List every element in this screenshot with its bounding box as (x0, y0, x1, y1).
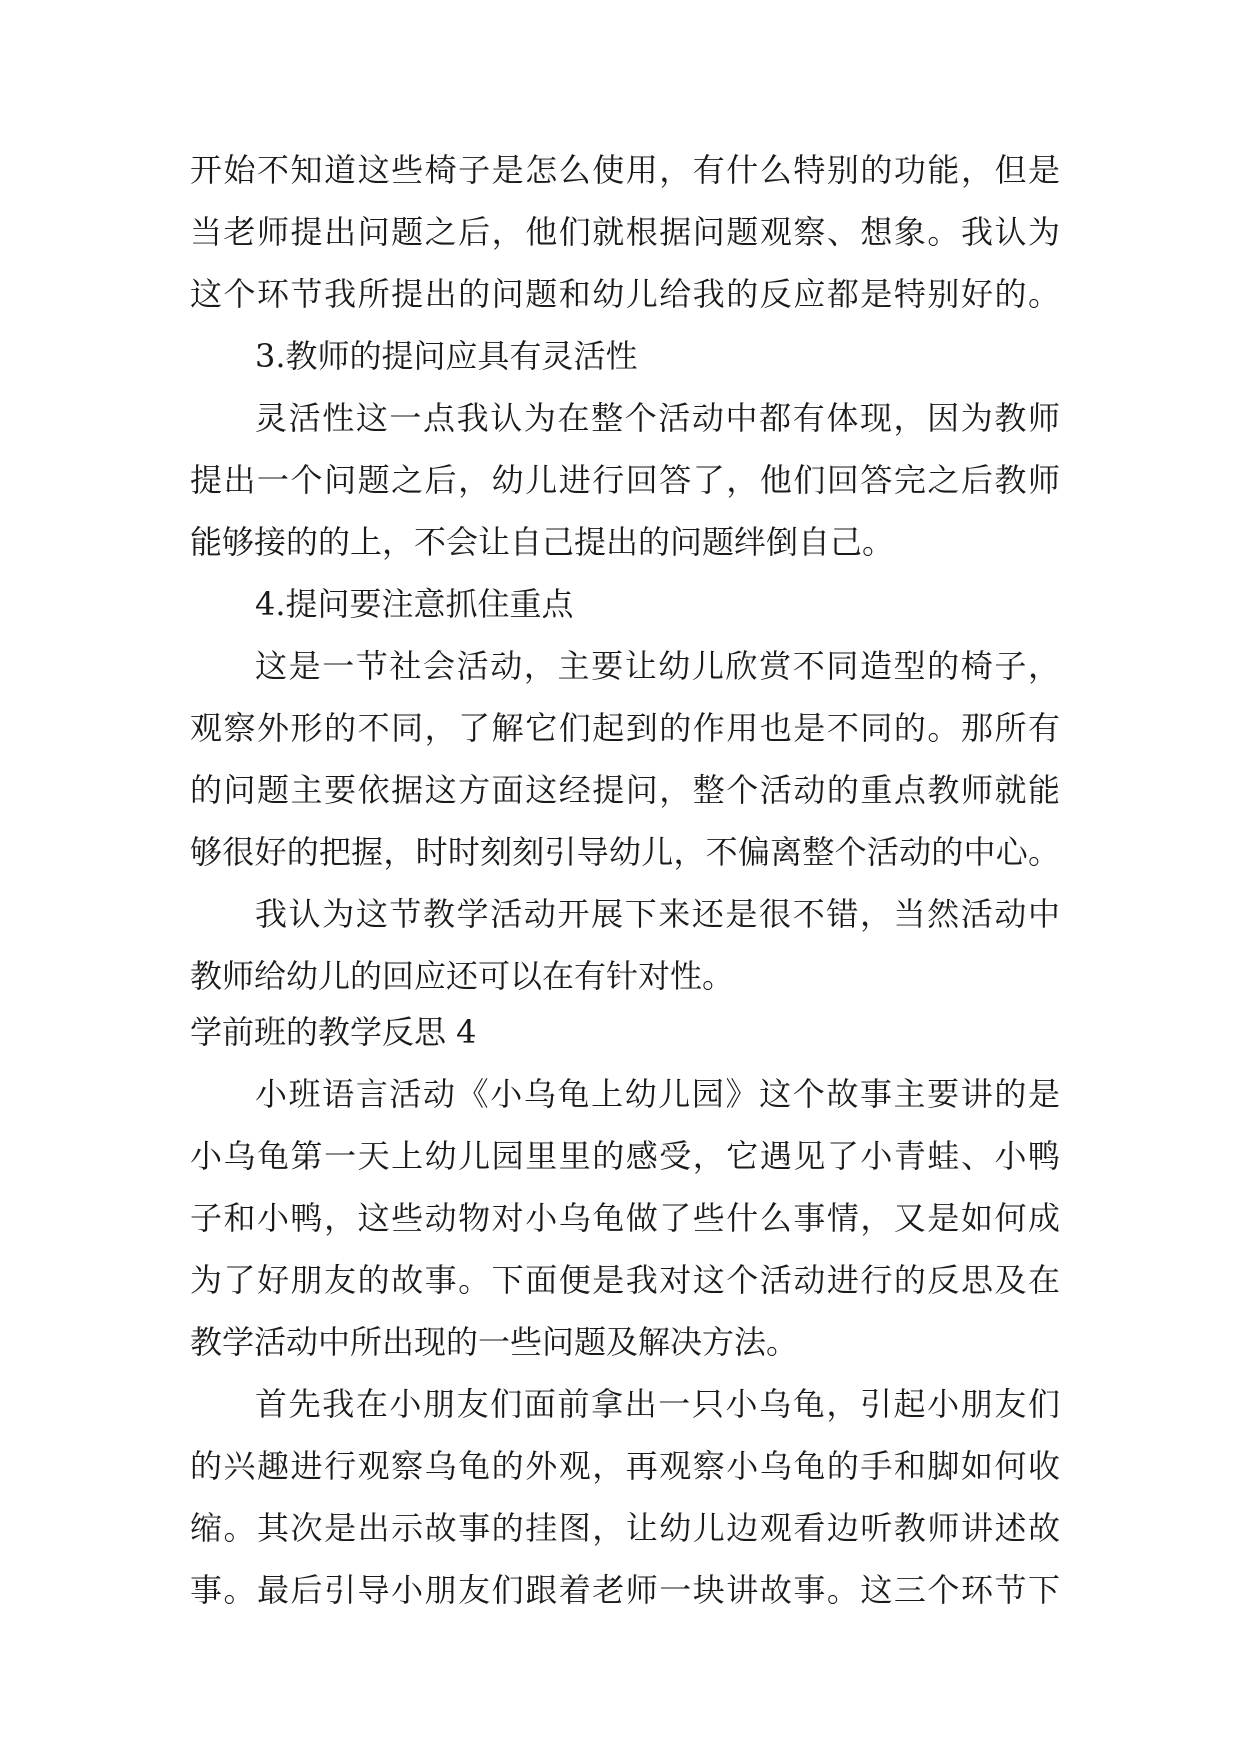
paragraph-line: 提出一个问题之后，幼儿进行回答了，他们回答完之后教师 (190, 461, 1060, 499)
paragraph-line: 的问题主要依据这方面这经提问，整个活动的重点教师就能 (190, 771, 1060, 809)
paragraph-line: 开始不知道这些椅子是怎么使用，有什么特别的功能，但是 (190, 151, 1060, 189)
paragraph-line: 观察外形的不同，了解它们起到的作用也是不同的。那所有 (190, 709, 1060, 747)
subheading: 3.教师的提问应具有灵活性 (255, 337, 638, 375)
paragraph-line: 这是一节社会活动，主要让幼儿欣赏不同造型的椅子， (255, 647, 1060, 685)
subheading: 4.提问要注意抓住重点 (255, 585, 574, 623)
paragraph-line: 灵活性这一点我认为在整个活动中都有体现，因为教师 (255, 399, 1060, 437)
paragraph-line: 教师给幼儿的回应还可以在有针对性。 (190, 957, 735, 995)
paragraph-line: 这个环节我所提出的问题和幼儿给我的反应都是特别好的。 (190, 275, 1060, 313)
paragraph-line: 够很好的把握，时时刻刻引导幼儿，不偏离整个活动的中心。 (190, 833, 1060, 871)
paragraph-line: 的兴趣进行观察乌龟的外观，再观察小乌龟的手和脚如何收 (190, 1447, 1060, 1485)
paragraph-line: 小乌龟第一天上幼儿园里里的感受，它遇见了小青蛙、小鸭 (190, 1137, 1060, 1175)
paragraph-line: 缩。其次是出示故事的挂图，让幼儿边观看边听教师讲述故 (190, 1509, 1060, 1547)
paragraph-line: 为了好朋友的故事。下面便是我对这个活动进行的反思及在 (190, 1261, 1060, 1299)
paragraph-line: 我认为这节教学活动开展下来还是很不错，当然活动中 (255, 895, 1060, 933)
paragraph-line: 子和小鸭，这些动物对小乌龟做了些什么事情，又是如何成 (190, 1199, 1060, 1237)
paragraph-line: 能够接的的上，不会让自己提出的问题绊倒自己。 (190, 523, 895, 561)
paragraph-line: 事。最后引导小朋友们跟着老师一块讲故事。这三个环节下 (190, 1571, 1060, 1609)
section-title: 学前班的教学反思 4 (190, 1013, 477, 1051)
paragraph-line: 当老师提出问题之后，他们就根据问题观察、想象。我认为 (190, 213, 1060, 251)
paragraph-line: 教学活动中所出现的一些问题及解决方法。 (190, 1323, 799, 1361)
paragraph-line: 小班语言活动《小乌龟上幼儿园》这个故事主要讲的是 (255, 1075, 1060, 1113)
paragraph-line: 首先我在小朋友们面前拿出一只小乌龟，引起小朋友们 (255, 1385, 1060, 1423)
